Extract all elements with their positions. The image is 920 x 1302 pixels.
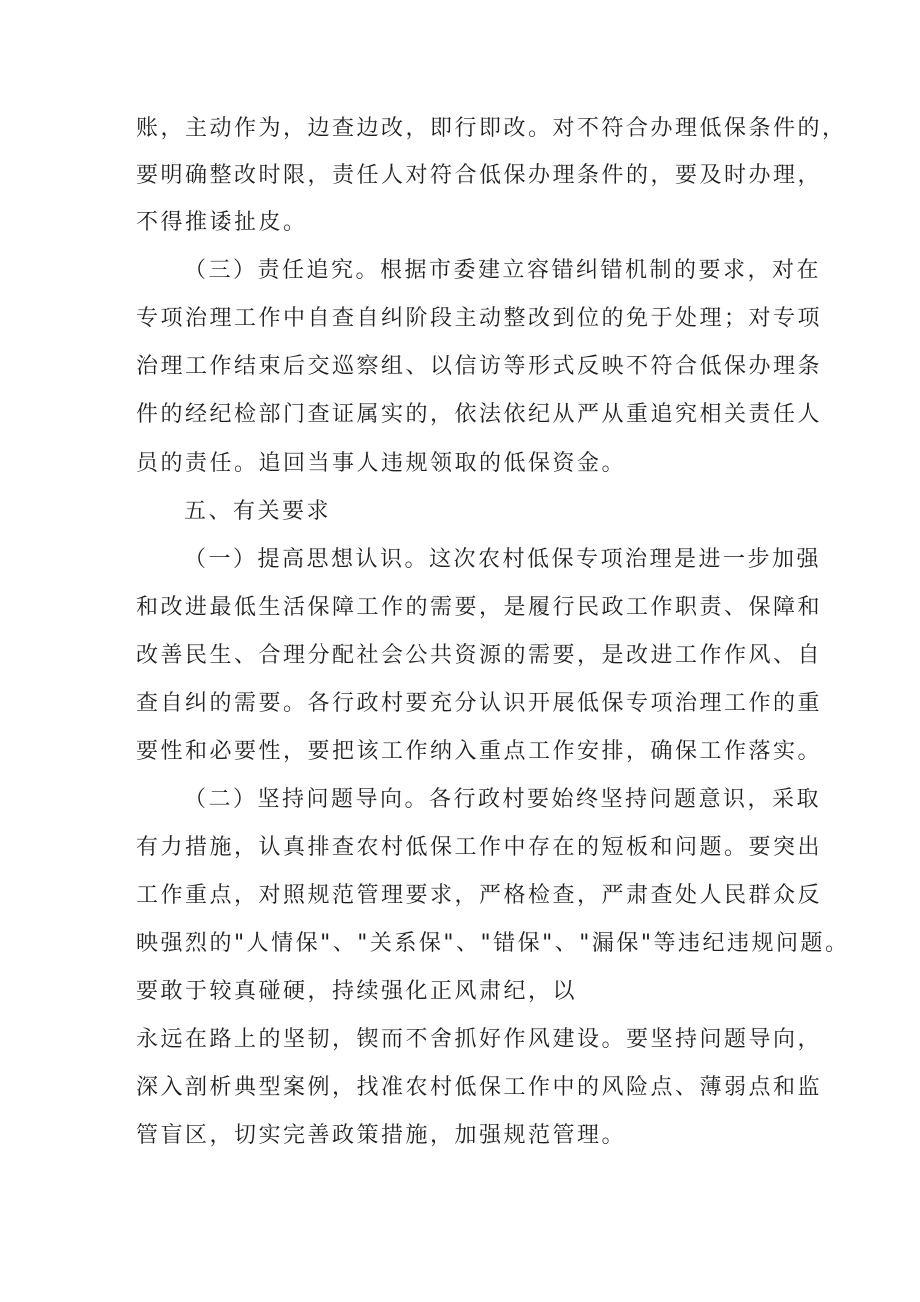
paragraph-line: 永远在路上的坚韧，锲而不舍抓好作风建设。要坚持问题导向， <box>136 1027 823 1052</box>
section-heading-line: （二）坚持问题导向。各行政村要始终坚持问题意识，采取 <box>184 787 822 812</box>
paragraph-line: 员的责任。追回当事人违规领取的低保资金。 <box>136 451 627 476</box>
paragraph-line: 工作重点，对照规范管理要求，严格检查，严肃查处人民群众反 <box>136 883 823 908</box>
paragraph-line: 件的经纪检部门查证属实的，依法依纪从严从重追究相关责任人 <box>136 402 823 427</box>
paragraph-line: 治理工作结束后交巡察组、以信访等形式反映不符合低保办理条 <box>136 354 823 379</box>
paragraph-line: 要明确整改时限，责任人对符合低保办理条件的，要及时办理， <box>136 163 823 188</box>
paragraph-line: 有力措施，认真排查农村低保工作中存在的短板和问题。要突出 <box>136 835 823 860</box>
paragraph-line: 不得推诿扯皮。 <box>136 210 308 235</box>
paragraph-line: 管盲区，切实完善政策措施，加强规范管理。 <box>136 1123 627 1148</box>
paragraph-line: 深入剖析典型案例，找准农村低保工作中的风险点、薄弱点和监 <box>136 1075 823 1100</box>
paragraph-line: 映强烈的"人情保"、"关系保"、"错保"、"漏保"等违纪违规问题。 <box>136 931 850 956</box>
section-heading-line: （一）提高思想认识。这次农村低保专项治理是进一步加强 <box>184 547 822 572</box>
paragraph-line: 查自纠的需要。各行政村要充分认识开展低保专项治理工作的重 <box>136 691 823 716</box>
paragraph-line: 要性和必要性，要把该工作纳入重点工作安排，确保工作落实。 <box>136 739 823 764</box>
section-heading-line: （三）责任追究。根据市委建立容错纠错机制的要求，对在 <box>184 258 822 283</box>
paragraph-line: 改善民生、合理分配社会公共资源的需要，是改进工作作风、自 <box>136 643 823 668</box>
paragraph-line: 账，主动作为，边查边改，即行即改。对不符合办理低保条件的， <box>136 116 847 141</box>
section-title: 五、有关要求 <box>184 499 332 524</box>
paragraph-line: 和改进最低生活保障工作的需要，是履行民政工作职责、保障和 <box>136 595 823 620</box>
paragraph-line: 要敢于较真碰硬，持续强化正风肃纪，以 <box>136 979 578 1004</box>
paragraph-line: 专项治理工作中自查自纠阶段主动整改到位的免于处理；对专项 <box>136 306 823 331</box>
